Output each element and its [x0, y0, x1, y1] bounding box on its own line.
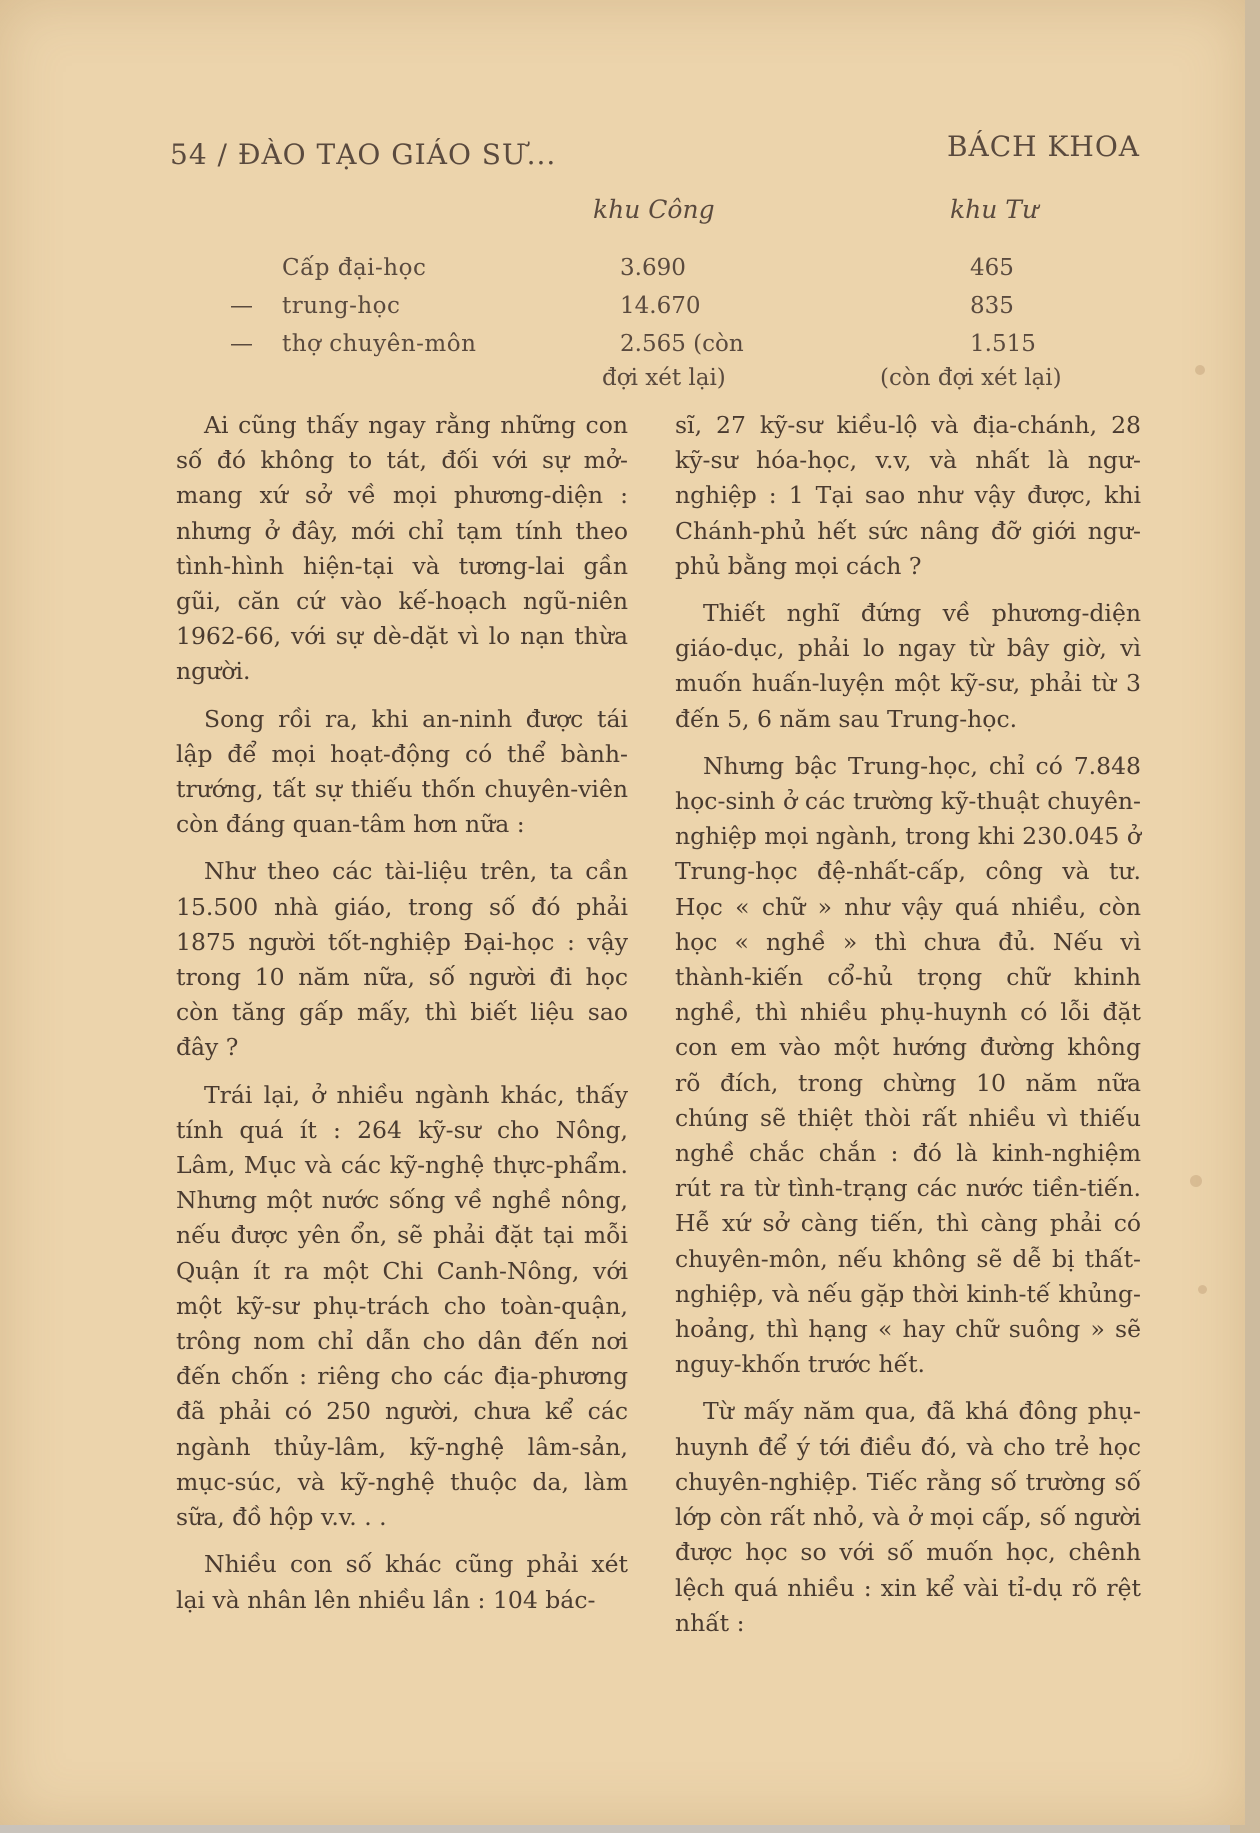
ink-spot: [1195, 365, 1205, 375]
left-text-column: [176, 408, 628, 1630]
private-value: 1.515: [970, 331, 1036, 357]
ink-spot: [1190, 1175, 1202, 1187]
column-header-private: khu Tư: [950, 195, 1039, 224]
paragraph: Thiết nghĩ đứng về phương-diện giáo-dục, phải lo ngay từ bây giờ, vì muốn huấn-luyện một kỹ-sư, phải từ 3 đến 5, 6 năm sau Trung-học.: [675, 599, 1141, 733]
ink-spot: [1198, 1285, 1207, 1294]
right-text-column: [675, 408, 1141, 1653]
public-value: 2.565 (còn: [620, 331, 744, 357]
paragraph: Từ mấy năm qua, đã khá đông phụ-huynh để ý tới điều đó, và cho trẻ học chuyên-nghiệp. Tiếc rằng số trường số lớp còn rất nhỏ, và ở mọi cấp, số người được học so với số muốn học, chênh lệch quá nhiều : xin kể vài tỉ-dụ rõ rệt nhất :: [675, 1397, 1141, 1637]
table-row: [170, 255, 1140, 291]
paragraph: Nhiều con số khác cũng phải xét lại và nhân lên nhiều lần : 104 bác-: [176, 1550, 628, 1614]
running-title: 54 / ĐÀO TẠO GIÁO SƯ...: [170, 138, 557, 171]
public-value: 14.670: [620, 293, 701, 319]
row-dash: —: [230, 331, 254, 357]
public-note: đợi xét lại): [602, 365, 726, 391]
magazine-name: BÁCH KHOA: [946, 130, 1140, 163]
public-value: 3.690: [620, 255, 686, 281]
paragraph: Trái lại, ở nhiều ngành khác, thấy tính quá ít : 264 kỹ-sư cho Nông, Lâm, Mục và các kỹ-nghệ thực-phẩm. Nhưng một nước sống về nghề nông, nếu được yên ổn, sẽ phải đặt tại mỗi Quận ít ra một Chi Canh-Nông, với một kỹ-sư phụ-trách cho toàn-quận, trông nom chỉ dẫn cho dân đến nơi đến chốn : riêng cho các địa-phương đã phải có 250 người, chưa kể các ngành thủy-lâm, kỹ-nghệ lâm-sản, mục-súc, và kỹ-nghệ thuộc da, làm sữa, đồ hộp v.v. . .: [176, 1080, 628, 1532]
row-label: [230, 255, 426, 281]
paragraph: Ai cũng thấy ngay rằng những con số đó không to tát, đối với sự mở-mang xứ sở về mọi phương-diện : nhưng ở đây, mới chỉ tạm tính theo tình-hình hiện-tại và tương-lai gần gũi, căn cứ vào kế-hoạch ngũ-niên 1962-66, với sự dè-dặt vì lo nạn thừa người.: [176, 411, 628, 686]
table-row: [170, 331, 1140, 367]
paragraph: Như theo các tài-liệu trên, ta cần 15.500 nhà giáo, trong số đó phải 1875 người tốt-nghiệp Đại-học : vậy trong 10 năm nữa, số người đi học còn tăng gấp mấy, thì biết liệu sao đây ?: [176, 857, 628, 1062]
row-dash: —: [230, 293, 254, 319]
row-label-text: Cấp đại-học: [282, 255, 427, 281]
private-value: 835: [970, 293, 1014, 319]
row-label-text: thợ chuyên-môn: [282, 331, 477, 357]
private-value: 465: [970, 255, 1014, 281]
table-row: [170, 293, 1140, 329]
private-note: (còn đợi xét lại): [880, 365, 1062, 391]
page-header: [170, 128, 1140, 178]
table-note-row: [170, 365, 1140, 401]
row-label-text: trung-học: [282, 293, 401, 319]
column-header-public: khu Công: [593, 195, 715, 224]
row-label: [230, 331, 476, 357]
paragraph: Song rồi ra, khi an-ninh được tái lập để mọi hoạt-động có thể bành-trướng, tất sự thiếu thốn chuyên-viên còn đáng quan-tâm hơn nữa :: [176, 704, 628, 839]
paragraph: sĩ, 27 kỹ-sư kiều-lộ và địa-chánh, 28 kỹ-sư hóa-học, v.v, và nhất là ngư-nghiệp : 1 Tại sao như vậy được, khi Chánh-phủ hết sức nâng đỡ giới ngư-phủ bằng mọi cách ?: [675, 411, 1141, 580]
row-label: [230, 293, 400, 319]
paragraph: Nhưng bậc Trung-học, chỉ có 7.848 học-sinh ở các trường kỹ-thuật chuyên-nghiệp mọi ngành, trong khi 230.045 ở Trung-học đệ-nhất-cấp, công và tư. Học « chữ » như vậy quá nhiều, còn học « nghề » thì chưa đủ. Nếu vì thành-kiến cổ-hủ trọng chữ khinh nghề, thì nhiều phụ-huynh có lỗi đặt con em vào một hướng đường không rõ đích, trong chừng 10 năm nữa chúng sẽ thiệt thòi rất nhiều vì thiếu nghề chắc chắn : đó là kinh-nghiệm rút ra từ tình-trạng các nước tiền-tiến. Hễ xứ sở càng tiến, thì càng phải có chuyên-môn, nếu không sẽ dễ bị thất-nghiệp, và nếu gặp thời kinh-tế khủng-hoảng, thì hạng « hay chữ suông » sẽ nguy-khốn trước hết.: [675, 751, 1141, 1379]
